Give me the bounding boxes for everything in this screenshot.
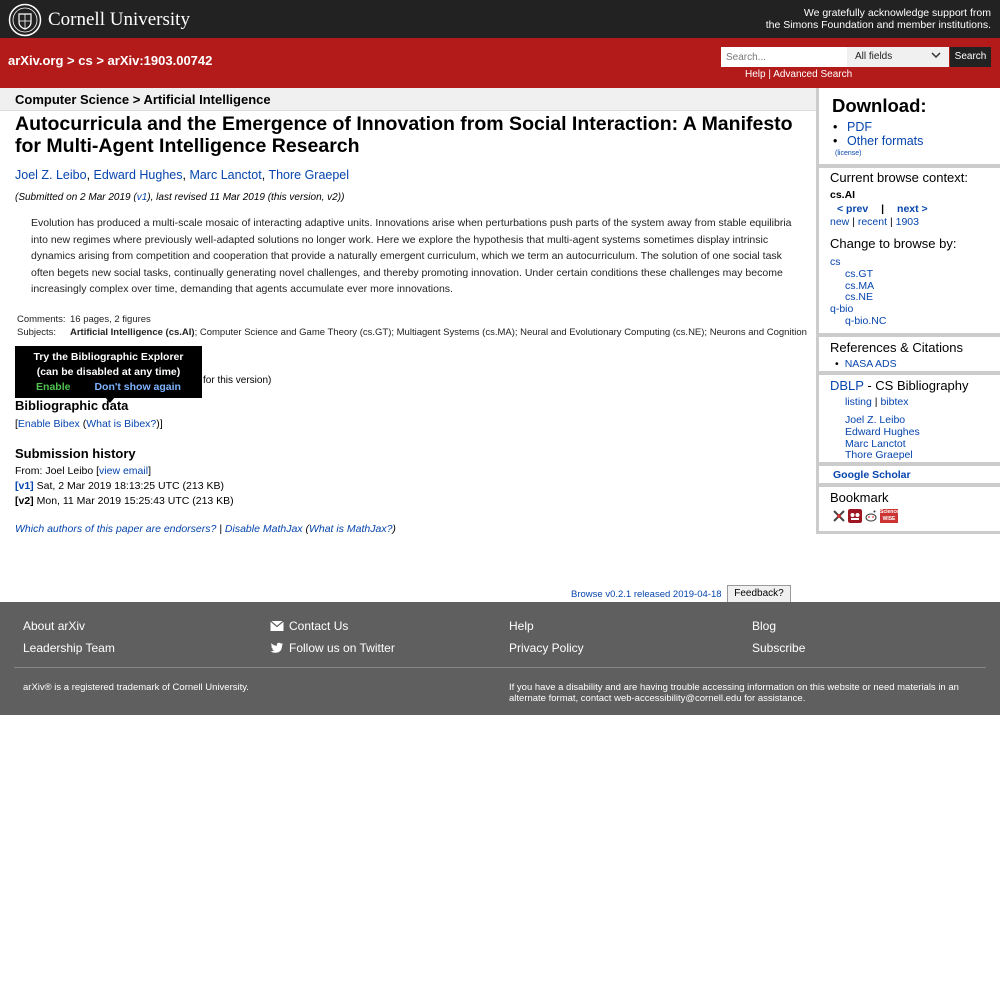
dblp-links xyxy=(845,396,908,408)
view-email-link[interactable]: view email xyxy=(99,465,149,477)
paren: ( xyxy=(79,418,87,430)
sidebar-divider xyxy=(819,462,1000,466)
paper-title: Autocurricula and the Emergence of Innovation from Social Interaction: A Manifesto for Multi-Agent Intelligence Research xyxy=(15,113,793,157)
author-sep: , xyxy=(86,168,94,182)
download-item: • Other formats xyxy=(833,134,924,148)
dblp-title xyxy=(830,378,969,393)
endorsers-line xyxy=(15,523,396,535)
author-link[interactable]: Edward Hughes xyxy=(93,168,183,182)
browse-context-value: cs.AI xyxy=(830,189,856,201)
crumb-arxiv[interactable]: arXiv.org xyxy=(8,53,64,68)
download-list xyxy=(833,120,923,148)
popup-enable-button[interactable]: Enable xyxy=(36,381,71,393)
date-prefix: (Submitted on 2 Mar 2019 ( xyxy=(15,192,137,203)
version-v2-tag: [v2] xyxy=(15,495,34,507)
cornell-wordmark[interactable]: Cornell University xyxy=(48,9,190,30)
bookmark-icons xyxy=(832,509,898,523)
subject-header-text: Computer Science > Artificial Intelligence xyxy=(15,92,271,107)
listing-links xyxy=(830,216,919,228)
browse-context-title: Current browse context: xyxy=(830,170,969,185)
help-link[interactable]: Help xyxy=(745,69,766,80)
sidebar-divider xyxy=(819,371,1000,375)
browse-item-label[interactable]: q-bio.NC xyxy=(845,314,887,327)
pdf-link[interactable]: PDF xyxy=(847,120,872,134)
sidebar-divider xyxy=(819,333,1000,337)
author-link[interactable]: Joel Z. Leibo xyxy=(15,168,87,182)
endorse-sep: | xyxy=(216,523,225,535)
search-field-select[interactable] xyxy=(847,47,949,67)
paren: ) xyxy=(392,523,396,535)
cite-as-tail: for this version) xyxy=(203,375,272,386)
bibex-controls xyxy=(15,418,163,430)
bibliographic-heading: Bibliographic data xyxy=(15,398,129,413)
dblp-link[interactable]: DBLP xyxy=(830,378,864,393)
comments-label: Comments: xyxy=(17,314,66,325)
endorsers-link[interactable]: Which authors of this paper are endorsers? xyxy=(15,523,217,535)
footer-col-4 xyxy=(752,619,805,663)
sidebar xyxy=(816,88,1000,534)
download-item: • PDF xyxy=(833,120,872,134)
popup-line-1: Try the Bibliographic Explorer xyxy=(33,351,184,363)
next-link[interactable]: next > xyxy=(897,203,928,215)
footer-col-2 xyxy=(270,619,395,663)
subscribe-link[interactable]: Subscribe xyxy=(752,641,806,655)
abstract: Evolution has produced a multi-scale mosaic of interacting adaptive units. Innovations arise when perturbations push parts of the system away from stable equilibria into new regimes where previously well-adapted solutions no longer work. Here we explore the hypothesis that multi-agent systems sometimes display intrinsic dynamics arising from competition and cooperation that provide a naturally emergent curriculum, which we term an autocurriculum. The solution of one social task often begets new social tasks, continually generating novel challenges, and thereby promoting innovation. Under certain conditions these challenges may become increasingly complex over time, demanding that agents accumulate ever more innovations. xyxy=(31,217,792,295)
browse-item-label[interactable]: cs.MA xyxy=(845,279,875,292)
bookmark-title: Bookmark xyxy=(830,490,889,505)
subjects-row xyxy=(15,326,809,339)
license-link[interactable]: (license) xyxy=(835,150,862,157)
from-suffix: ] xyxy=(148,465,151,477)
bracket: [ xyxy=(15,418,18,430)
prev-next-nav xyxy=(837,203,928,215)
download-title: Download: xyxy=(832,95,927,116)
sep: | xyxy=(852,216,855,228)
sep: | xyxy=(874,396,878,408)
search-button[interactable]: Search xyxy=(950,47,991,67)
dblp-bibtex-link[interactable]: bibtex xyxy=(880,396,909,408)
footer-help-link[interactable]: Help xyxy=(509,619,534,633)
date-suffix: ), last revised 11 Mar 2019 (this version, v2)) xyxy=(147,192,345,203)
sidebar-divider xyxy=(819,164,1000,168)
dblp-author-list xyxy=(845,415,920,462)
version-row xyxy=(15,480,224,492)
search-input[interactable] xyxy=(721,47,847,67)
bibex-popup xyxy=(15,346,202,398)
browse-item-label[interactable]: cs.NE xyxy=(845,291,874,304)
envelope-icon xyxy=(270,620,284,632)
privacy-link[interactable]: Privacy Policy xyxy=(509,641,584,655)
sep: | xyxy=(889,216,893,228)
cornell-seal-icon[interactable] xyxy=(8,3,42,37)
browse-item-q-bio-nc[interactable] xyxy=(830,316,886,328)
other-subjects: ; Computer Science and Game Theory (cs.GT); Multiagent Systems (cs.MA); Neural and Evolutionary Computing (cs.NE); Neurons and Cognition xyxy=(194,327,807,338)
what-is-bibex-link[interactable]: What is Bibex? xyxy=(86,418,157,430)
bibsonomy-icon[interactable] xyxy=(832,509,846,523)
version-v1-info: Sat, 2 Mar 2019 18:13:25 UTC (213 KB) xyxy=(33,480,224,492)
submission-history-heading: Submission history xyxy=(15,446,136,461)
browse-version-link[interactable]: Browse v0.2.1 released 2019-04-18 xyxy=(571,589,722,600)
crumb-sep: > xyxy=(67,53,75,68)
dblp-author-link[interactable]: Edward Hughes xyxy=(845,425,920,438)
dblp-subtitle: - CS Bibliography xyxy=(863,378,969,393)
enable-bibex-link[interactable]: Enable Bibex xyxy=(17,418,80,430)
submission-dateline xyxy=(15,192,344,203)
arxiv-header xyxy=(0,38,1000,88)
change-browse-title: Change to browse by: xyxy=(830,236,957,251)
breadcrumb xyxy=(8,53,212,68)
accessibility-text: If you have a disability and are having trouble accessing information on this website or need materials in an alternate format, contact web-accessibility@cornell.edu for assistance. xyxy=(509,682,959,704)
help-sep: | xyxy=(768,69,771,80)
dblp-author-link[interactable]: Marc Lanctot xyxy=(845,437,906,450)
leadership-link[interactable]: Leadership Team xyxy=(23,641,115,655)
nasa-ads-item: • NASA ADS xyxy=(835,358,897,370)
author-link[interactable]: Thore Graepel xyxy=(268,168,350,182)
dblp-author-link[interactable]: Thore Graepel xyxy=(845,449,913,462)
popup-line-2: (can be disabled at any time) xyxy=(36,366,181,378)
blog-link[interactable]: Blog xyxy=(752,619,777,633)
twitter-icon xyxy=(270,642,284,654)
author-sep: , xyxy=(261,168,269,182)
reddit-icon[interactable] xyxy=(864,509,878,523)
subjects-label: Subjects: xyxy=(17,327,57,338)
bracket: )] xyxy=(156,418,163,430)
ack-line-1: We gratefully acknowledge support from xyxy=(803,7,991,19)
sciencewise-label: Science WISE xyxy=(880,509,899,522)
contact-link[interactable]: Contact Us xyxy=(289,619,349,633)
chevron-down-icon xyxy=(931,50,941,60)
dblp-listing-link[interactable]: listing xyxy=(845,396,872,408)
year-link[interactable]: 1903 xyxy=(895,216,919,228)
comments-row xyxy=(15,313,809,326)
other-formats-link[interactable]: Other formats xyxy=(847,134,924,148)
mendeley-icon[interactable] xyxy=(848,509,862,523)
primary-subject: Artificial Intelligence (cs.AI) xyxy=(70,327,195,338)
prev-link[interactable]: < prev xyxy=(837,203,869,215)
author-link[interactable]: Marc Lanctot xyxy=(189,168,262,182)
subject-header xyxy=(0,88,816,111)
disable-mathjax-link[interactable]: Disable MathJax xyxy=(224,523,303,535)
dblp-author-link[interactable]: Joel Z. Leibo xyxy=(845,414,906,426)
references-title: References & Citations xyxy=(830,340,963,355)
crumb-sep: > xyxy=(96,53,104,68)
submitter-line xyxy=(15,465,151,477)
popup-actions xyxy=(15,380,202,395)
footer-divider xyxy=(14,667,986,668)
search-field-value: All fields xyxy=(855,51,893,62)
nasa-ads-link[interactable]: NASA ADS xyxy=(844,358,897,370)
browse-item-label[interactable]: q-bio xyxy=(830,303,854,315)
version-v1-link[interactable]: [v1] xyxy=(15,480,34,492)
v1-link[interactable]: v1 xyxy=(136,192,148,203)
version-v2-info: Mon, 11 Mar 2019 15:25:43 UTC (213 KB) xyxy=(33,495,234,507)
google-scholar-link[interactable]: Google Scholar xyxy=(833,469,911,481)
help-links xyxy=(745,69,852,80)
about-link[interactable]: About arXiv xyxy=(23,619,86,633)
footer-col-3 xyxy=(509,619,584,663)
what-is-mathjax-link[interactable]: What is MathJax? xyxy=(308,523,393,535)
subjects-value xyxy=(68,326,809,339)
feedback-button[interactable]: Feedback? xyxy=(727,585,791,603)
browse-item-label[interactable]: cs xyxy=(830,256,841,268)
author-list xyxy=(15,168,349,182)
twitter-link[interactable]: Follow us on Twitter xyxy=(289,641,395,655)
cornell-header xyxy=(0,0,1000,38)
paren: ( xyxy=(302,523,309,535)
sciencewise-icon[interactable] xyxy=(880,509,898,523)
advanced-search-link[interactable]: Advanced Search xyxy=(773,69,853,80)
twitter-item[interactable] xyxy=(270,641,395,663)
ack-line-2: the Simons Foundation and member institutions. xyxy=(765,19,991,31)
new-link[interactable]: new xyxy=(830,216,850,228)
metadata-table xyxy=(15,313,809,339)
footer xyxy=(0,602,1000,715)
version-row xyxy=(15,495,234,507)
crumb-paper-id[interactable]: arXiv:1903.00742 xyxy=(107,53,213,68)
comments-value: 16 pages, 2 figures xyxy=(70,314,151,325)
nav-sep: | xyxy=(881,203,885,215)
browse-item-label[interactable]: cs.GT xyxy=(845,267,873,280)
recent-link[interactable]: recent xyxy=(857,216,888,228)
popup-dont-show-button[interactable]: Don't show again xyxy=(94,381,181,393)
contact-item[interactable] xyxy=(270,619,395,641)
author-sep: , xyxy=(182,168,190,182)
trademark-text: arXiv® is a registered trademark of Cornell University. xyxy=(23,682,249,693)
sidebar-divider xyxy=(819,483,1000,487)
from-prefix: From: Joel Leibo [ xyxy=(15,465,100,477)
acknowledgement xyxy=(766,7,991,31)
browse-by-list xyxy=(830,257,886,328)
footer-col-1 xyxy=(23,619,115,663)
crumb-cs[interactable]: cs xyxy=(78,53,93,68)
